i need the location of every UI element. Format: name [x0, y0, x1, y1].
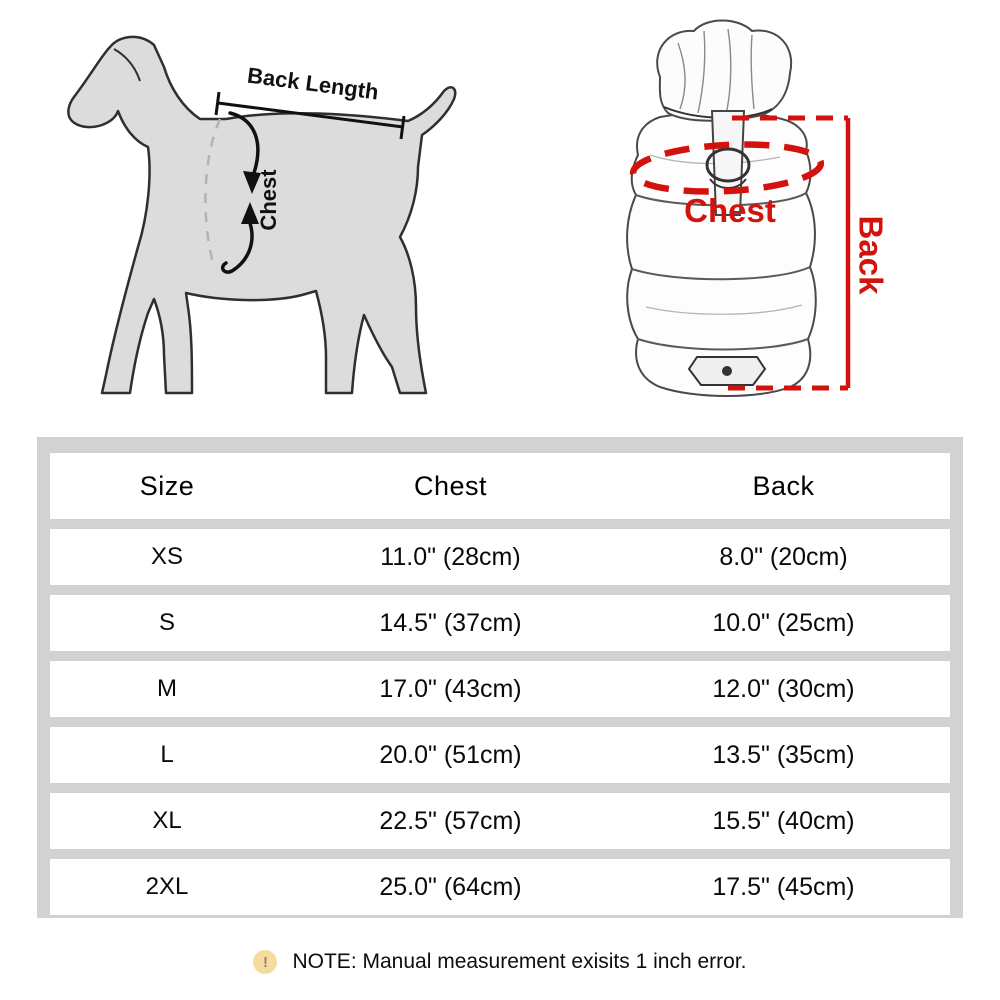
vest-back-label: Back	[852, 215, 890, 295]
header-chest: Chest	[413, 470, 488, 501]
header-size: Size	[139, 470, 195, 501]
warning-icon	[253, 950, 277, 974]
table-row-xs	[50, 529, 950, 585]
table-row-2xl	[50, 859, 950, 915]
note-row	[0, 944, 1000, 980]
back-length-tick-left	[216, 92, 219, 115]
header-back: Back	[752, 470, 815, 501]
cell-chest: 14.5" (37cm)	[379, 608, 522, 637]
table-row-xl	[50, 793, 950, 849]
cell-chest: 20.0" (51cm)	[379, 740, 522, 769]
table-row-s	[50, 595, 950, 651]
table-row-m	[50, 661, 950, 717]
cell-chest: 17.0" (43cm)	[379, 674, 522, 703]
cell-back: 17.5" (45cm)	[712, 872, 855, 901]
cell-size: L	[160, 741, 174, 768]
vest-chest-label: Chest	[684, 192, 776, 229]
cell-back: 13.5" (35cm)	[712, 740, 855, 769]
cell-size: XS	[150, 543, 183, 570]
cell-chest: 25.0" (64cm)	[379, 872, 522, 901]
dog-chest-label: Chest	[255, 169, 281, 231]
note-text: NOTE: Manual measurement exisits 1 inch error.	[292, 950, 747, 973]
cell-chest: 22.5" (57cm)	[379, 806, 522, 835]
cell-back: 10.0" (25cm)	[712, 608, 855, 637]
cell-back: 12.0" (30cm)	[712, 674, 855, 703]
vest-collar	[657, 21, 791, 121]
warning-icon-glyph: !	[262, 953, 268, 971]
cell-size: 2XL	[145, 873, 189, 900]
back-length-label: Back Length	[245, 62, 381, 105]
table-row-l	[50, 727, 950, 783]
cell-chest: 11.0" (28cm)	[380, 542, 521, 571]
cell-size: S	[158, 609, 175, 636]
cell-back: 15.5" (40cm)	[712, 806, 855, 835]
cell-size: XL	[152, 807, 182, 834]
vest-measurement-diagram	[580, 15, 900, 405]
brand-patch-emblem	[722, 366, 732, 376]
cell-size: M	[157, 675, 177, 702]
size-table	[37, 437, 963, 918]
dog-measurement-diagram	[30, 15, 485, 415]
size-table-header-row	[50, 453, 950, 519]
cell-back: 8.0" (20cm)	[719, 542, 848, 571]
